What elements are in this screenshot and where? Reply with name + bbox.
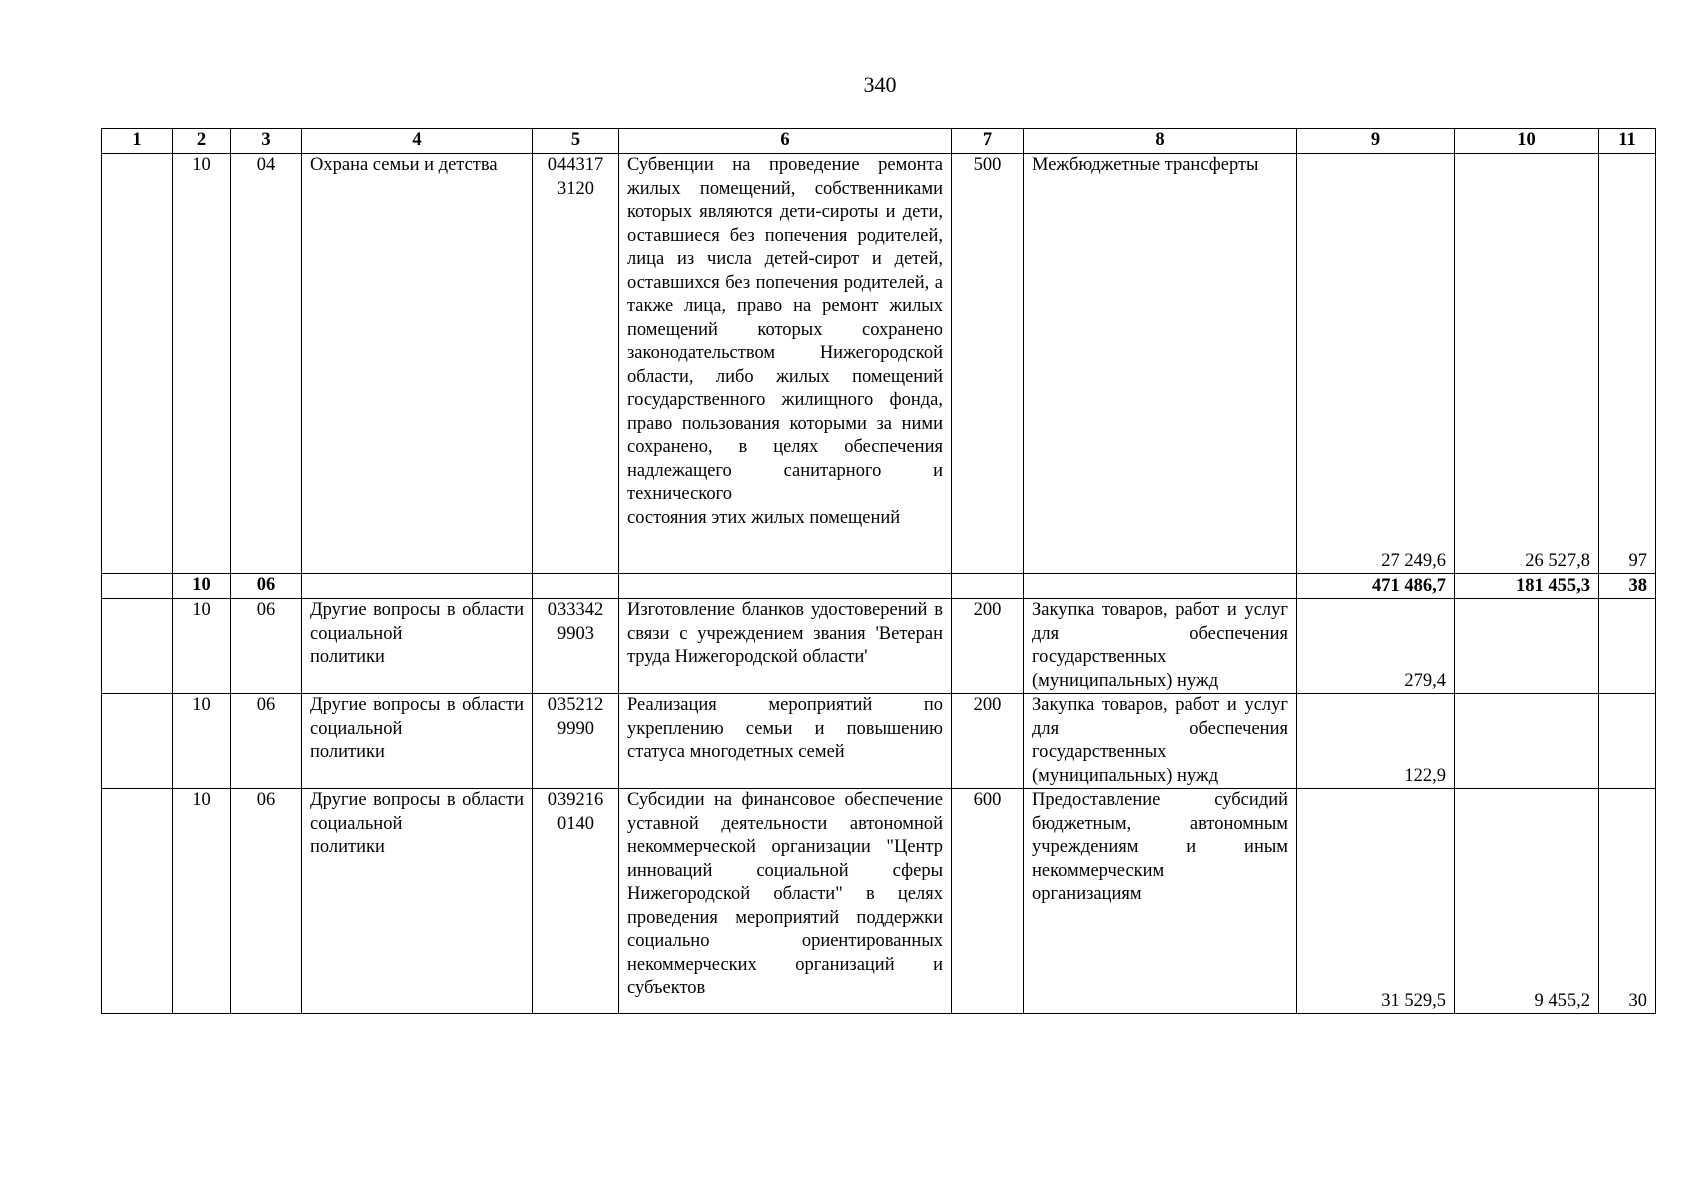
cell-expense-type: 500 (952, 154, 1024, 574)
cell-section: 10 (173, 694, 231, 789)
expense-type-name-last-line: государственных (муниципальных) нужд (1032, 647, 1219, 691)
page-number: 340 (863, 72, 897, 97)
cell-plan-amount: 471 486,7 (1297, 574, 1455, 599)
cell-target-code (533, 154, 619, 574)
column-header: 5 (533, 129, 619, 154)
expense-type-name-last-line: государственных (муниципальных) нужд (1032, 742, 1219, 786)
cell-expense-type-name (1024, 789, 1297, 1014)
cell-subsection-name: Охрана семьи и детства (302, 154, 533, 574)
cell-actual-amount: 181 455,3 (1455, 574, 1599, 599)
expense-type-name-last-line: организациям (1032, 884, 1142, 904)
cell-actual-amount: 26 527,8 (1455, 154, 1599, 574)
target-code-part-2: 0140 (557, 813, 594, 834)
target-code-part-1: 044317 (547, 155, 604, 175)
target-code-part-1: 039216 (547, 790, 604, 810)
cell-percent (1599, 694, 1656, 789)
cell-percent: 30 (1599, 789, 1656, 1014)
column-header: 1 (102, 129, 173, 154)
cell-expense-type-name: Межбюджетные трансферты (1024, 154, 1297, 574)
cell-section: 10 (173, 599, 231, 694)
table-row (102, 694, 1656, 789)
subsection-name-text: Другие вопросы в области социальной (310, 695, 524, 739)
subsection-name-last-line: политики (310, 647, 385, 667)
cell-description (619, 789, 952, 1014)
cell-expense-type: 200 (952, 599, 1024, 694)
cell-expense-type-name (1024, 694, 1297, 789)
subsection-name-text: Другие вопросы в области социальной (310, 790, 524, 834)
description-last-line: труда Нижегородской области' (627, 647, 868, 667)
column-header: 9 (1297, 129, 1455, 154)
column-header: 7 (952, 129, 1024, 154)
cell-section: 10 (173, 574, 231, 599)
description-text: Субвенции на проведение ремонта жилых помещений, собственниками которых являются дети-сироты и дети, оставшиеся без попечения родителей, лица из числа детей-сирот и детей, оставшихся без попечения родителей, а также лица, право на ремонт жилых помещений которых сохранено законодательством Нижегородской области, либо жилых помещений государственного жилищного фонда, право пользования которыми за ними сохранено, в целях обеспечения надлежащего санитарного и технического (627, 155, 943, 504)
cell-expense-type-name (1024, 599, 1297, 694)
column-header: 2 (173, 129, 231, 154)
subtotal-row (102, 574, 1656, 599)
cell-col1 (102, 154, 173, 574)
budget-table (101, 128, 1656, 1014)
table-row (102, 789, 1656, 1014)
cell-percent (1599, 599, 1656, 694)
column-header: 10 (1455, 129, 1599, 154)
cell-description (619, 154, 952, 574)
description-last-line: состояния этих жилых помещений (627, 507, 901, 528)
cell-expense-type: 600 (952, 789, 1024, 1014)
target-code-part-1: 035212 (547, 695, 604, 715)
cell-section: 10 (173, 789, 231, 1014)
subsection-name-last-line: политики (310, 837, 385, 857)
target-code-part-2: 9903 (557, 623, 594, 644)
subsection-name-last-line: политики (310, 742, 385, 762)
description-text: Субсидии на финансовое обеспечение уставной деятельности автономной некоммерческой организации "Центр инноваций социальной сферы Нижегородской области" в целях проведения мероприятий поддержки социально ориентированных некоммерческих организаций и субъектов (627, 790, 943, 998)
cell-description (619, 694, 952, 789)
column-header: 6 (619, 129, 952, 154)
cell-subsection-name (302, 694, 533, 789)
expense-type-name-text: Закупка товаров, работ и услуг для обеспечения (1032, 695, 1288, 739)
cell-subsection-name (302, 574, 533, 599)
column-header: 3 (231, 129, 302, 154)
cell-actual-amount (1455, 599, 1599, 694)
target-code-part-2: 9990 (557, 718, 594, 739)
cell-target-code (533, 789, 619, 1014)
cell-actual-amount: 9 455,2 (1455, 789, 1599, 1014)
cell-col1 (102, 789, 173, 1014)
cell-plan-amount: 122,9 (1297, 694, 1455, 789)
expense-type-name-text: Предоставление субсидий бюджетным, автономным учреждениям и иным некоммерческим (1032, 790, 1288, 881)
description-text: Реализация мероприятий по укреплению семьи и повышению (627, 695, 943, 739)
column-header: 8 (1024, 129, 1297, 154)
description-last-line: статуса многодетных семей (627, 742, 845, 762)
cell-col1 (102, 694, 173, 789)
description-text: Изготовление бланков удостоверений в связи с учреждением звания 'Ветеран (627, 600, 943, 644)
table-row (102, 154, 1656, 574)
target-code-part-1: 033342 (547, 600, 604, 620)
cell-expense-type (952, 574, 1024, 599)
cell-section: 10 (173, 154, 231, 574)
cell-subsection: 06 (231, 574, 302, 599)
target-code-part-2: 3120 (557, 178, 594, 199)
cell-actual-amount (1455, 694, 1599, 789)
cell-subsection: 06 (231, 694, 302, 789)
expense-type-name-text: Закупка товаров, работ и услуг для обеспечения (1032, 600, 1288, 644)
table-row (102, 599, 1656, 694)
cell-percent: 97 (1599, 154, 1656, 574)
cell-plan-amount: 279,4 (1297, 599, 1455, 694)
cell-subsection: 06 (231, 599, 302, 694)
cell-subsection: 06 (231, 789, 302, 1014)
cell-description (619, 574, 952, 599)
cell-expense-type-name (1024, 574, 1297, 599)
cell-plan-amount: 31 529,5 (1297, 789, 1455, 1014)
cell-target-code (533, 574, 619, 599)
cell-subsection-name (302, 789, 533, 1014)
cell-col1 (102, 599, 173, 694)
cell-target-code (533, 694, 619, 789)
cell-description (619, 599, 952, 694)
cell-subsection-name (302, 599, 533, 694)
cell-percent: 38 (1599, 574, 1656, 599)
cell-plan-amount: 27 249,6 (1297, 154, 1455, 574)
header-row (102, 129, 1656, 154)
column-header: 11 (1599, 129, 1656, 154)
cell-subsection: 04 (231, 154, 302, 574)
column-header: 4 (302, 129, 533, 154)
subsection-name-text: Другие вопросы в области социальной (310, 600, 524, 644)
cell-col1 (102, 574, 173, 599)
cell-target-code (533, 599, 619, 694)
cell-expense-type: 200 (952, 694, 1024, 789)
